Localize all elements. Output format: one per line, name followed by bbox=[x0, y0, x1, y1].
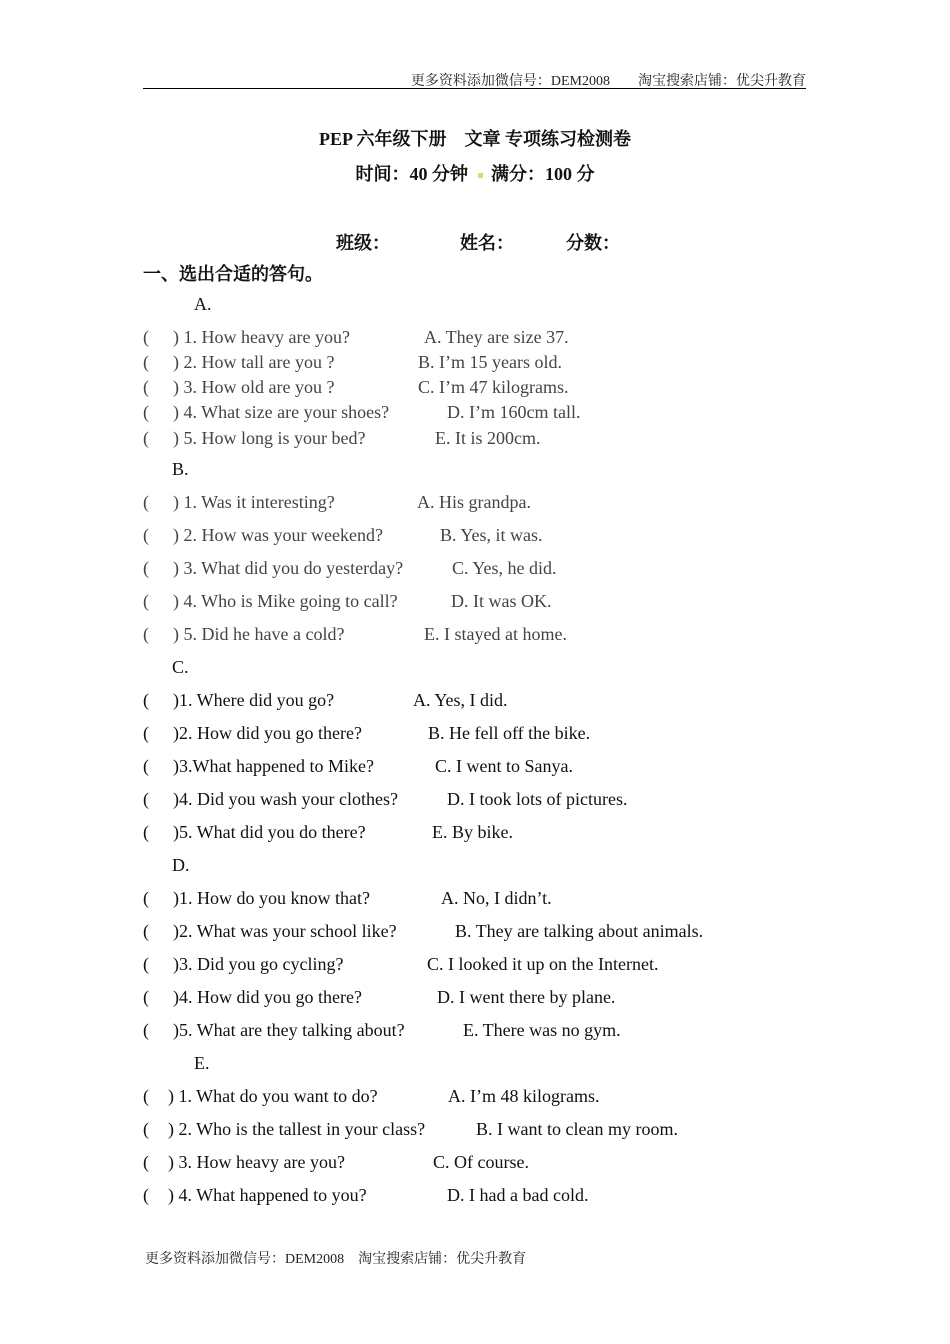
name-label: 姓名： bbox=[460, 233, 514, 253]
worksheet-page: 更多资料添加微信号：DEM2008 淘宝搜索店铺：优尖升教育 PEP 六年级下册 文章 专项练习检测卷 时间：40 分钟 满分：100 分 班级： 姓名： 分数： 一、选出合适的答句。 A. ( ) 1. How heavy are you? A. They are size 37. ( ) 2. How tall are you ? B. I’m 15 years old. ( ) 3. How old are you ? C. I’m 47 kilograms. ( ) 4. What size are your shoes? D. I’m 160cm tall. ( ) 5. How long is your bed? E. It is 200cm. B. ( ) 1. Was it interesting? A. His grandpa. ( ) 2. How was your weekend? B. Yes, it was. ( ) 3. What did you do yesterday? C. Yes, he did. ( ) 4. Who is Mike going to call? D. It was OK. ( ) 5. Did he have a cold? E. I stayed at home. C. ( )1. Where did you go? A. Yes, I did. ( )2. How did you go there? B. He fell off the bike. ( )3.What happened to Mike? C. I went to Sanya. ( )4. Did you wash your clothes? D. I took lots of pictures. ( )5. What did you do there? E. By bike. D. ( )1. How do you know that? A. No, I didn’t. ( )2. What was your school like? B. They are talking about animals. ( )3. Did you go cycling? C. I looked it up on the Internet. ( )4. How did you go there? D. I went there by plane. ( )5. What are they talking about? E. There was no gym. E. ( ) 1. What do you want to do? A. I’m 48 kilograms. ( ) 2. Who is the tallest in your class? B. I want to clean my room. ( ) 3. How heavy are you? C. Of course. ( ) 4. What happened to you? D. I had a bad cold. 更多资料添加微信号：DEM2008 淘宝搜索店铺：优尖升教育 bbox=[0, 0, 950, 1344]
header-divider bbox=[143, 88, 806, 89]
class-label: 班级： bbox=[336, 233, 390, 253]
footer-note: 更多资料添加微信号：DEM2008 淘宝搜索店铺：优尖升教育 bbox=[145, 1252, 527, 1267]
section-heading: 一、选出合适的答句。 bbox=[143, 264, 323, 284]
group-label-a: A. bbox=[194, 294, 212, 314]
full-score: 满分：100 分 bbox=[491, 164, 595, 184]
page-title: PEP 六年级下册 文章 专项练习检测卷 bbox=[318, 129, 631, 149]
group-label-e: E. bbox=[194, 1053, 210, 1073]
group-label-c: C. bbox=[172, 657, 189, 677]
score-label: 分数： bbox=[566, 233, 620, 253]
decorative-dot bbox=[478, 173, 483, 178]
group-label-d: D. bbox=[172, 855, 190, 875]
group-label-b: B. bbox=[172, 459, 189, 479]
time-limit: 时间：40 分钟 bbox=[355, 164, 468, 184]
exam-meta bbox=[0, 160, 950, 186]
header-note: 更多资料添加微信号：DEM2008 淘宝搜索店铺：优尖升教育 bbox=[410, 74, 806, 89]
